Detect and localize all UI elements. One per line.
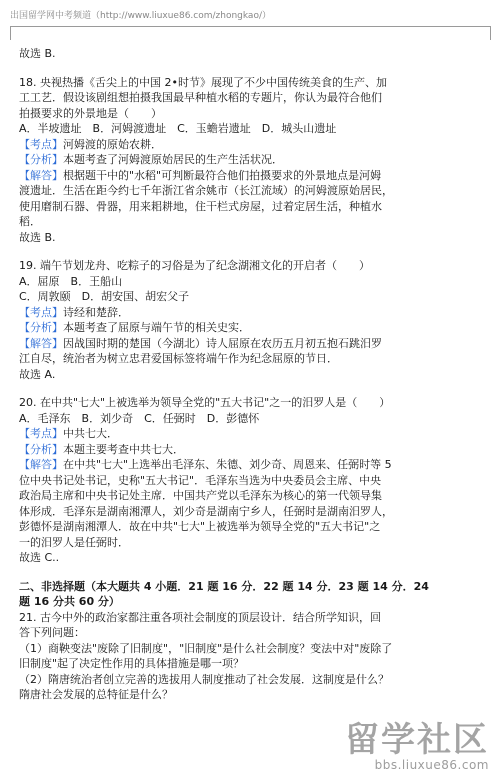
section-heading: 题 16 分共 60 分） xyxy=(19,595,120,608)
answer-line: 故选 C.. xyxy=(19,551,60,564)
question-19-options: A．屈原 B．王船山 xyxy=(19,274,123,288)
jieda-line: 【解答】在中共"七大"上选举出毛泽东、朱德、刘少奇、周恩来、任弼时等 5 xyxy=(19,458,392,471)
text-line: 稻． xyxy=(19,215,41,228)
jieda-line: 【解答】因战国时期的楚国（今湖北）诗人屈原在农历五月初五抱石跳汨罗 xyxy=(19,336,382,350)
text-line: 答下列问题： xyxy=(19,626,85,639)
jieda-line: 【解答】根据题干中的"水稻"可判断最符合他们拍摄要求的外景地点是河姆 xyxy=(19,168,382,182)
text-line: 使用磨制石器、骨器，用来耜耕地，住干栏式房屋，过着定居生活，种植水 xyxy=(19,199,382,213)
label-tag: 【解答】 xyxy=(19,458,63,471)
label-tag: 【解答】 xyxy=(19,168,63,182)
text-line: （1）商鞅变法"废除了旧制度"，"旧制度"是什么社会制度？变法中对"废除了 xyxy=(19,641,393,655)
watermark-logo: 留学社区 xyxy=(345,720,489,760)
section-heading: 二、非选择题（本大题共 4 小题．21 题 16 分．22 题 14 分．23 题 14 分．24 xyxy=(19,579,429,593)
text-line: 故选 B. xyxy=(19,47,56,60)
corner-mark-left xyxy=(10,26,21,40)
fenxi-line: 【分析】本题考查了河姆渡原始居民的生产生活状况． xyxy=(19,153,283,166)
answer-line: 故选 B. xyxy=(19,230,56,244)
label-tag: 【分析】 xyxy=(19,321,63,334)
question-20-options: A．毛泽东 B．刘少奇 C．任弼时 D．彭德怀 xyxy=(19,411,260,425)
text-line: 江自尽，统治者为树立忠君爱国标签将端午作为纪念屈原的节日． xyxy=(19,352,338,365)
answer-line: 故选 A. xyxy=(19,367,56,381)
kaodian-line: 【考点】诗经和楚辞． xyxy=(19,305,129,319)
corner-mark-right xyxy=(480,26,491,40)
text-line: 旧制度"起了决定性作用的具体措施是哪一项？ xyxy=(19,657,245,670)
text-line: 体形成．毛泽东是湖南湘潭人，刘少奇是湖南宁乡人，任弼时是湖南汨罗人， xyxy=(19,504,393,518)
text-line: （2）隋唐统治者创立完善的选拔用人制度推动了社会发展．这制度是什么？ xyxy=(19,672,389,686)
fenxi-line: 【分析】本题主要考查中共七大． xyxy=(19,442,184,456)
watermark xyxy=(345,722,489,772)
text-line: 渡遗址．生活在距今约七千年浙江省余姚市（长江流域）的河姆渡原始居民， xyxy=(19,184,393,197)
paragraph-gap xyxy=(19,566,481,579)
label-tag: 【解答】 xyxy=(19,336,63,350)
label-tag: 【考点】 xyxy=(19,137,63,151)
fenxi-line: 【分析】本题考查了屈原与端午节的相关史实． xyxy=(19,321,250,334)
text-line: 隋唐社会发展的总特征是什么？ xyxy=(19,688,173,701)
document-body xyxy=(19,46,481,703)
label-tag: 【分析】 xyxy=(19,153,63,166)
question-19-options: C．周敦颐 D．胡安国、胡宏父子 xyxy=(19,290,190,303)
text-line: 拍摄要求的外景地是（ ） xyxy=(19,106,162,120)
text-line: 政治局主席和中央书记处主席．中国共产党以毛泽东为核心的第一代领导集 xyxy=(19,489,382,502)
watermark-url: bbs.liuxue86.com xyxy=(374,758,489,772)
question-18-options: A．半坡遗址 B．河姆渡遗址 C．玉蟾岩遗址 D．城头山遗址 xyxy=(19,122,337,135)
question-21-stem: 21. 古今中外的政治家都注重各项社会制度的顶层设计．结合所学知识，回 xyxy=(19,610,381,624)
label-tag: 【考点】 xyxy=(19,305,63,319)
question-19-stem: 19. 端午节划龙舟、吃粽子的习俗是为了纪念湖湘文化的开启者（ ） xyxy=(19,259,370,272)
label-tag: 【考点】 xyxy=(19,427,63,440)
label-tag: 【分析】 xyxy=(19,442,63,456)
paragraph-gap xyxy=(19,62,481,75)
text-line: 工工艺．假设该剧组想拍摄我国最早种植水稻的专题片，你认为最符合他们 xyxy=(19,91,382,104)
header-rule xyxy=(10,26,491,27)
paragraph-gap xyxy=(19,245,481,258)
kaodian-line: 【考点】河姆渡的原始农耕． xyxy=(19,137,162,151)
text-line: 位中央书记处书记，史称"五大书记"．毛泽东当选为中央委员会主席、中央 xyxy=(19,473,382,487)
question-18-stem: 18. 央视热播《舌尖上的中国 2•时节》展现了不少中国传统美食的生产、加 xyxy=(19,75,387,89)
text-line: 一的汨罗人是任弼时． xyxy=(19,535,129,549)
question-20-stem: 20. 在中共"七大"上被选举为领导全党的"五大书记"之一的汨罗人是（ ） xyxy=(19,396,391,409)
paragraph-gap xyxy=(19,382,481,395)
text-line: 彭德怀是湖南湘潭人．故在中共"七大"上被选举为领导全党的"五大书记"之 xyxy=(19,520,381,533)
kaodian-line: 【考点】中共七大． xyxy=(19,427,118,440)
page-header: 出国留学网中考频道（http://www.liuxue86.com/zhongkao/） xyxy=(10,11,271,21)
